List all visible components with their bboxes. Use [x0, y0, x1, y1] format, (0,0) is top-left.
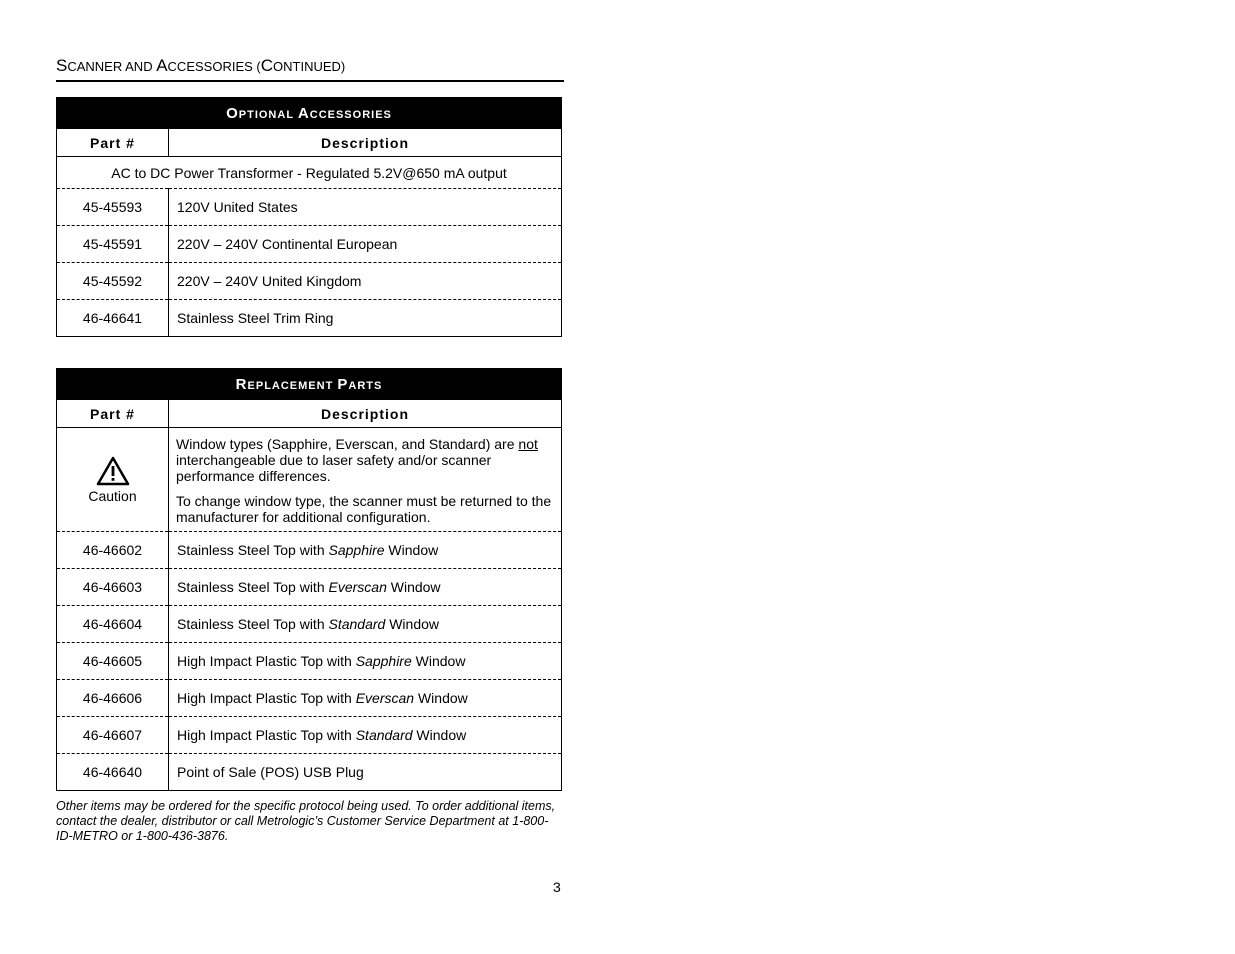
- part-number: 45-45591: [57, 226, 169, 263]
- part-description: 220V – 240V Continental European: [169, 226, 562, 263]
- table-row: [57, 532, 562, 569]
- part-description: High Impact Plastic Top with Standard Window: [169, 717, 562, 754]
- part-description: Stainless Steel Trim Ring: [169, 300, 562, 337]
- warning-triangle-icon: [96, 456, 130, 486]
- column-header-part: Part #: [57, 400, 169, 428]
- column-header-description: Description: [169, 129, 562, 157]
- part-number: 45-45593: [57, 189, 169, 226]
- caution-paragraph: Window types (Sapphire, Everscan, and Standard) are not interchangeable due to laser safety and/or scanner performance differences.: [176, 436, 538, 484]
- table-row: [57, 606, 562, 643]
- part-number: 45-45592: [57, 263, 169, 300]
- caution-label: Caution: [88, 487, 137, 504]
- optional-accessories-table: [56, 97, 562, 337]
- part-description: High Impact Plastic Top with Everscan Window: [169, 680, 562, 717]
- part-number: 46-46640: [57, 754, 169, 791]
- table-row: [57, 717, 562, 754]
- power-transformer-group-row: AC to DC Power Transformer - Regulated 5.2V@650 mA output: [57, 157, 562, 189]
- page-title: SCANNER AND ACCESSORIES (CONTINUED): [56, 56, 564, 82]
- table-row: [57, 643, 562, 680]
- part-number: 46-46605: [57, 643, 169, 680]
- caution-description: [169, 428, 562, 532]
- part-description: 120V United States: [169, 189, 562, 226]
- column-header-part: Part #: [57, 129, 169, 157]
- table-row: [57, 263, 562, 300]
- table-row: [57, 680, 562, 717]
- caution-paragraph: To change window type, the scanner must be returned to the manufacturer for additional configuration.: [176, 493, 552, 525]
- optional-accessories-heading: OPTIONAL ACCESSORIES: [57, 98, 562, 129]
- replacement-parts-table: [56, 368, 562, 791]
- caution-cell: [57, 428, 169, 532]
- column-header-description: Description: [169, 400, 562, 428]
- part-description: Stainless Steel Top with Standard Window: [169, 606, 562, 643]
- part-description: High Impact Plastic Top with Sapphire Window: [169, 643, 562, 680]
- table-row: [57, 300, 562, 337]
- table-row: [57, 226, 562, 263]
- part-number: 46-46607: [57, 717, 169, 754]
- caution-row: [57, 428, 562, 532]
- part-number: 46-46641: [57, 300, 169, 337]
- table-row: [57, 189, 562, 226]
- part-description: Stainless Steel Top with Sapphire Window: [169, 532, 562, 569]
- table-row: [57, 569, 562, 606]
- part-number: 46-46606: [57, 680, 169, 717]
- part-number: 46-46602: [57, 532, 169, 569]
- part-description: Stainless Steel Top with Everscan Window: [169, 569, 562, 606]
- replacement-parts-heading: REPLACEMENT PARTS: [57, 369, 562, 400]
- part-number: 46-46604: [57, 606, 169, 643]
- part-description: 220V – 240V United Kingdom: [169, 263, 562, 300]
- table-row: [57, 754, 562, 791]
- page-number: 3: [553, 879, 561, 895]
- part-description: Point of Sale (POS) USB Plug: [169, 754, 562, 791]
- part-number: 46-46603: [57, 569, 169, 606]
- ordering-footnote: Other items may be ordered for the specific protocol being used. To order additional items, contact the dealer, distributor or call Metrologic’s Customer Service Department at 1-800-ID-METRO or 1-800-436-3876.: [56, 799, 556, 843]
